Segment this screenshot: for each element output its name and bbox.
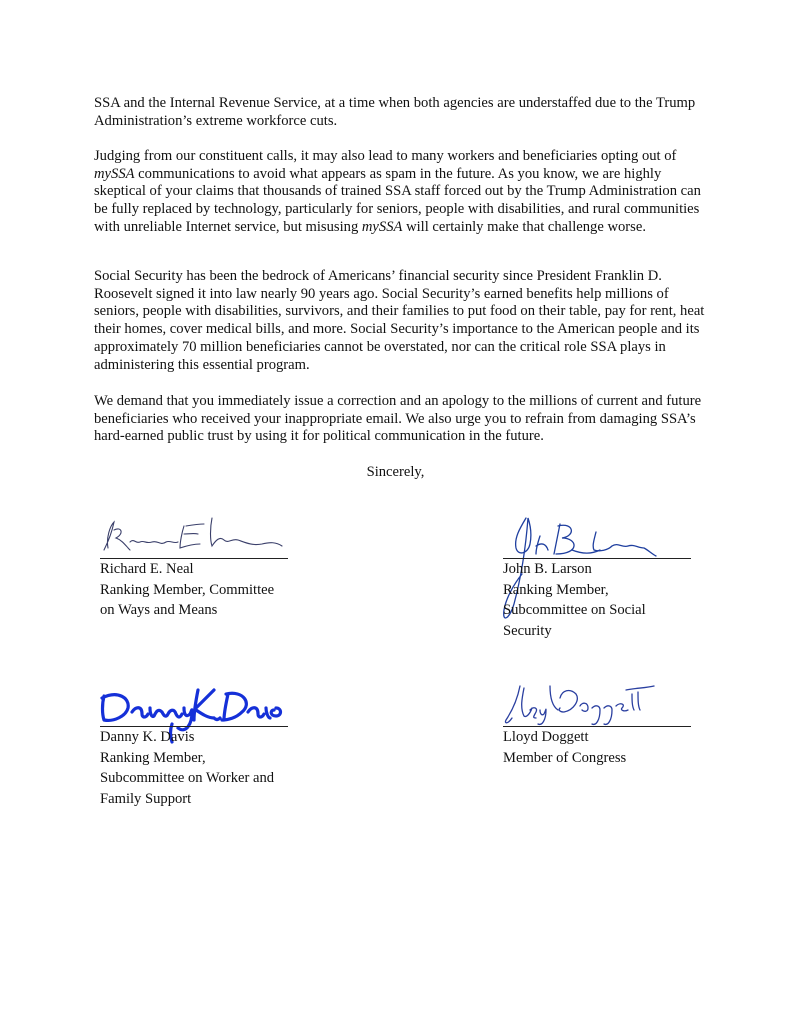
signature-block-larson <box>503 559 698 641</box>
signatory-name: Richard E. Neal <box>100 561 194 577</box>
paragraph-1 <box>94 95 706 130</box>
signature-block-doggett <box>503 727 698 768</box>
paragraph-text: SSA and the Internal Revenue Service, at a time when both agencies are understaffed due to the Trump Administration’s extreme workforce cuts. <box>94 95 696 129</box>
paragraph-text: communications to avoid what appears as spam in the future. As you know, we are highly skeptical of your claims that thousands of trained SSA staff forced out by the Trump Administration can be fully replaced by technology, particularly for seniors, people with disabilities, and rural communities with unreliable Internet service, but misusing <box>94 165 701 235</box>
signatory-title-line: Ranking Member, <box>503 581 609 598</box>
signatory-title-line: Member of Congress <box>503 749 627 766</box>
paragraph-4 <box>94 393 706 446</box>
signature-neal <box>100 512 290 562</box>
paragraph-3 <box>94 268 706 374</box>
signatory-title-line: Subcommittee on Worker and <box>100 770 275 787</box>
paragraph-text: will certainly make that challenge worse. <box>402 218 646 235</box>
paragraph-text: Judging from our constituent calls, it may also lead to many workers and beneficiaries opting out of <box>94 148 677 164</box>
signatory-title-line: Security <box>503 622 552 639</box>
italic-term: mySSA <box>94 165 135 182</box>
italic-term: mySSA <box>361 218 403 235</box>
signature-block-neal <box>100 559 295 621</box>
signature-neal-stroke <box>104 518 282 550</box>
signature-doggett-stroke <box>505 686 654 724</box>
signatory-title-line: Family Support <box>100 790 192 807</box>
paragraph-text: Social Security has been the bedrock of Americans’ financial security since President Franklin D. Roosevelt signed it into law nearly 90 years ago. Social Security’s earned benefits help millions of seniors, people with disabilities, survivors, and their families to put food on their table, pay for rent, heat their homes, cover medical bills, and more. Social Security’s importance to the American people and its approximately 70 million beneficiaries cannot be overstated, nor can the critical role SSA plays in administering this essential program. <box>94 268 705 373</box>
closing-salutation: Sincerely, <box>366 464 425 480</box>
signature-block-davis <box>100 727 295 809</box>
signatory-name: John B. Larson <box>503 561 592 577</box>
signature-doggett <box>500 680 670 730</box>
paragraph-2 <box>94 148 706 237</box>
signatory-title-line: Ranking Member, <box>100 749 206 766</box>
signatory-title-line: Subcommittee on Social <box>503 602 646 619</box>
signatory-name: Danny K. Davis <box>100 729 195 745</box>
paragraph-text: We demand that you immediately issue a correction and an apology to the millions of current and future beneficiaries who received your inappropriate email. We also urge you to refrain from damaging SSA’s hard-earned public trust by using it for political communication in the future. <box>94 393 702 445</box>
signatory-name: Lloyd Doggett <box>503 729 589 745</box>
signatory-title-line: on Ways and Means <box>100 602 218 619</box>
signatory-title-line: Ranking Member, Committee <box>100 581 275 598</box>
